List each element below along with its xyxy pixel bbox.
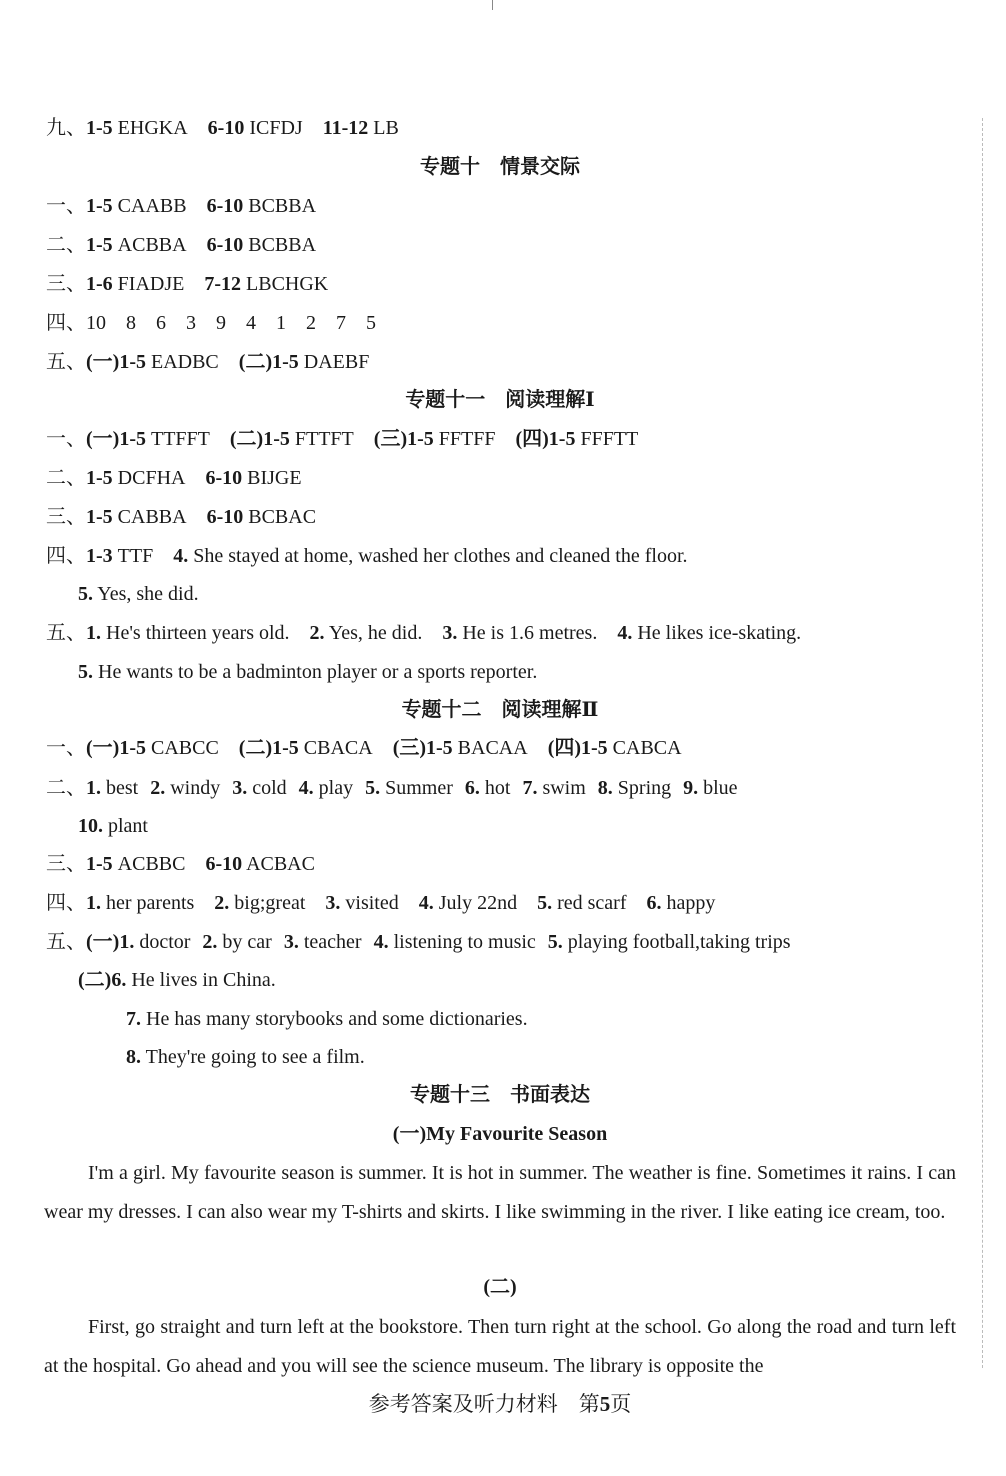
essay-1: I'm a girl. My favourite season is summer. It is hot in summer. The weather is fine. Sometimes it rains. I can wear my dresses. I can also wear my T-shirts and skirts. I like swimming in the river. I like eating ice cream, too. xyxy=(44,1162,956,1223)
answer-line: 四、1-3 TTF 4. She stayed at home, washed her clothes and cleaned the floor. xyxy=(46,545,688,567)
answer-line: 五、(一)1. doctor 2. by car 3. teacher 4. listening to music 5. playing football,taking trips xyxy=(46,931,791,953)
answer-line: 7. He has many storybooks and some dictionaries. xyxy=(126,1008,528,1030)
answer-line: 一、(一)1-5 CABCC (二)1-5 CBACA (三)1-5 BACAA (四)1-5 CABCA xyxy=(46,737,682,759)
essay-title-1: (一)My Favourite Season xyxy=(392,1123,608,1145)
answer-line: 一、1-5 CAABB 6-10 BCBBA xyxy=(46,195,317,217)
answer-line-9: 九、1-5 EHGKA 6-10 ICFDJ 11-12 LB xyxy=(46,117,399,139)
section-heading-12: 专题十二 阅读理解Ⅱ xyxy=(401,699,599,721)
essay-2: First, go straight and turn left at the bookstore. Then turn right at the school. Go along the road and turn left at the hospital. Go ahead and you will see the science museum. The library is opposite the xyxy=(44,1316,956,1377)
answer-line: 8. They're going to see a film. xyxy=(126,1046,365,1068)
answer-line: 一、(一)1-5 TTFFT (二)1-5 FTTFT (三)1-5 FFTFF (四)1-5 FFFTT xyxy=(46,428,639,450)
answer-line: 5. He wants to be a badminton player or a sports reporter. xyxy=(78,661,538,683)
answer-line: 5. Yes, she did. xyxy=(78,583,199,605)
section-heading-10: 专题十 情景交际 xyxy=(420,156,580,178)
answer-line: 三、1-5 ACBBC 6-10 ACBAC xyxy=(46,853,315,875)
answer-line: 四、10 8 6 3 9 4 1 2 7 5 xyxy=(46,312,376,334)
answer-line: 五、(一)1-5 EADBC (二)1-5 DAEBF xyxy=(46,351,370,373)
answer-line: 三、1-6 FIADJE 7-12 LBCHGK xyxy=(46,273,329,295)
answer-line: 三、1-5 CABBA 6-10 BCBAC xyxy=(46,506,317,528)
section-heading-11: 专题十一 阅读理解Ⅰ xyxy=(405,389,595,411)
answer-line: 四、1. her parents 2. big;great 3. visited 4. July 22nd 5. red scarf 6. happy xyxy=(46,892,716,914)
answer-line: 二、1-5 ACBBA 6-10 BCBBA xyxy=(46,234,317,256)
section-heading-13: 专题十三 书面表达 xyxy=(410,1084,590,1106)
answer-line: 五、1. He's thirteen years old. 2. Yes, he did. 3. He is 1.6 metres. 4. He likes ice-skating. xyxy=(46,622,802,644)
answer-line: 二、1. best 2. windy 3. cold 4. play 5. Summer 6. hot 7. swim 8. Spring 9. blue xyxy=(46,777,738,799)
margin-rule xyxy=(982,118,983,1368)
answer-line: (二)6. He lives in China. xyxy=(78,969,276,991)
answer-line: 二、1-5 DCFHA 6-10 BIJGE xyxy=(46,467,302,489)
answer-line: 10. plant xyxy=(78,815,148,837)
essay-title-2: (二) xyxy=(483,1276,517,1298)
page-footer: 参考答案及听力材料 第5页 xyxy=(368,1392,632,1416)
binding-mark xyxy=(492,0,493,10)
